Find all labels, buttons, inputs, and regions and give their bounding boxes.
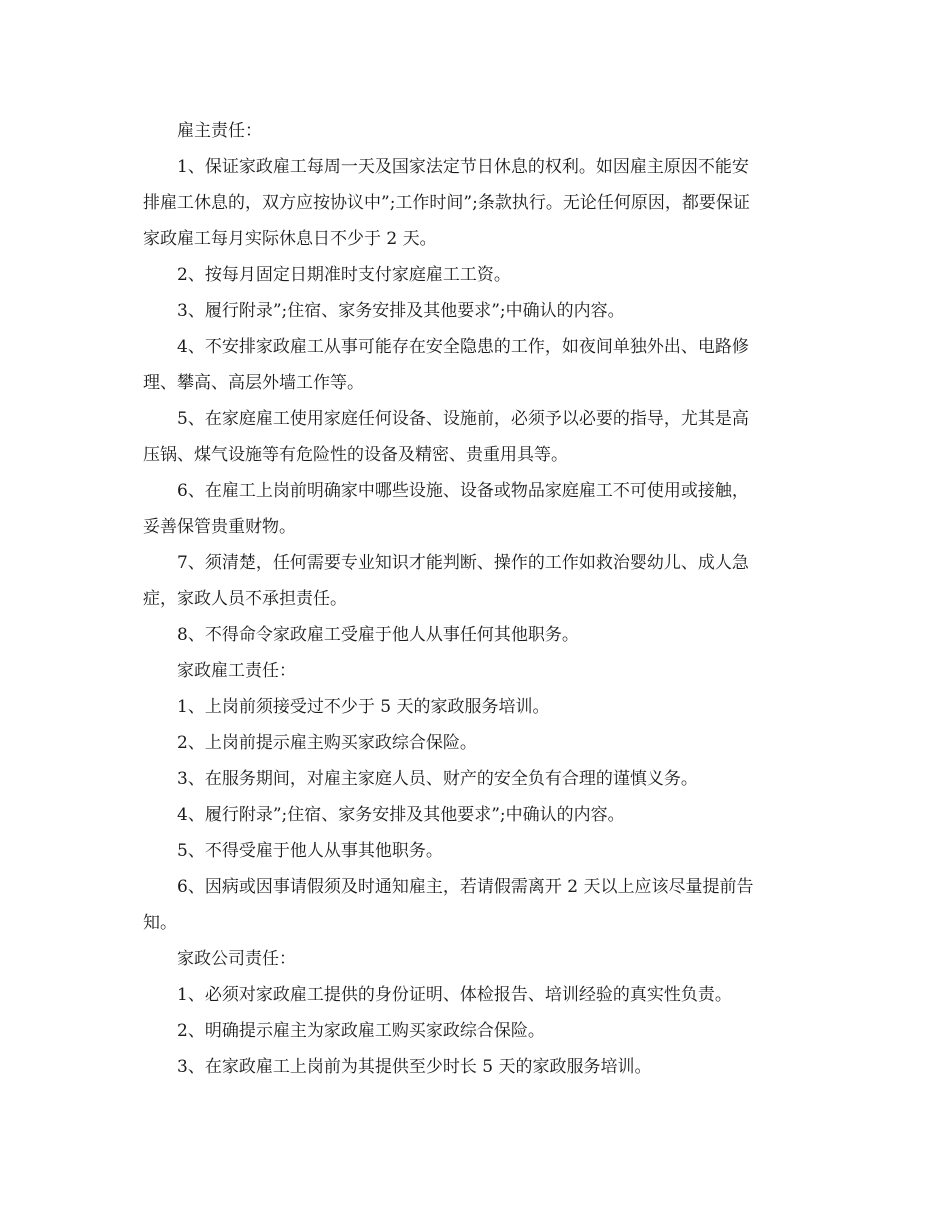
paragraph-line: 4、履行附录”;住宿、家务安排及其他要求”;中确认的内容。 [177,805,625,825]
paragraph-line: 5、不得受雇于他人从事其他职务。 [177,841,443,861]
paragraph-line: 2、上岗前提示雇主购买家政综合保险。 [177,733,477,753]
section-heading-worker: 家政雇工责任： [177,661,296,681]
paragraph-line: 5、在家庭雇工使用家庭任何设备、设施前，必须予以必要的指导，尤其是高 [177,409,749,429]
worker-item-6 [143,869,807,941]
section-heading-company: 家政公司责任： [177,949,296,969]
paragraph-line: 2、明确提示雇主为家政雇工购买家政综合保险。 [177,1021,545,1041]
document-page [143,113,807,1085]
paragraph-line: 3、在服务期间，对雇主家庭人员、财产的安全负有合理的谨慎义务。 [177,769,698,789]
paragraph-line: 妥善保管贵重财物。 [143,517,296,537]
employer-section [143,113,807,653]
employer-item-5 [143,401,807,473]
employer-item-6 [143,473,807,545]
paragraph-line: 3、履行附录”;住宿、家务安排及其他要求”;中确认的内容。 [177,301,625,321]
employer-item-2 [143,257,807,293]
worker-section [143,653,807,941]
paragraph-line: 6、因病或因事请假须及时通知雇主，若请假需离开 2 天以上应该尽量提前告 [177,877,754,897]
paragraph-line: 8、不得命令家政雇工受雇于他人从事任何其他职务。 [177,625,579,645]
paragraph-line: 理、攀高、高层外墙工作等。 [143,373,364,393]
paragraph-line: 2、按每月固定日期准时支付家庭雇工工资。 [177,265,511,285]
company-item-3 [143,1049,807,1085]
paragraph-line: 4、不安排家政雇工从事可能存在安全隐患的工作，如夜间单独外出、电路修 [177,337,749,357]
worker-item-5 [143,833,807,869]
paragraph-line: 6、在雇工上岗前明确家中哪些设施、设备或物品家庭雇工不可使用或接触， [177,481,749,501]
company-item-2 [143,1013,807,1049]
paragraph-line: 家政雇工每月实际休息日不少于 2 天。 [143,229,437,249]
employer-item-7 [143,545,807,617]
worker-item-3 [143,761,807,797]
worker-item-1 [143,689,807,725]
employer-item-1 [143,149,807,257]
paragraph-line: 7、须清楚，任何需要专业知识才能判断、操作的工作如救治婴幼儿、成人急 [177,553,749,573]
company-section [143,941,807,1085]
worker-item-4 [143,797,807,833]
paragraph-line: 1、保证家政雇工每周一天及国家法定节日休息的权利。如因雇主原因不能安 [177,157,749,177]
paragraph-line: 1、必须对家政雇工提供的身份证明、体检报告、培训经验的真实性负责。 [177,985,732,1005]
section-heading-employer: 雇主责任： [177,121,262,141]
company-item-1 [143,977,807,1013]
paragraph-line: 3、在家政雇工上岗前为其提供至少时长 5 天的家政服务培训。 [177,1057,652,1077]
worker-item-2 [143,725,807,761]
paragraph-line: 压锅、煤气设施等有危险性的设备及精密、贵重用具等。 [143,445,568,465]
paragraph-line: 知。 [143,913,177,933]
paragraph-line: 1、上岗前须接受过不少于 5 天的家政服务培训。 [177,697,550,717]
employer-item-8 [143,617,807,653]
paragraph-line: 排雇工休息的，双方应按协议中”;工作时间”;条款执行。无论任何原因，都要保证 [143,193,750,213]
employer-item-3 [143,293,807,329]
paragraph-line: 症，家政人员不承担责任。 [143,589,347,609]
employer-item-4 [143,329,807,401]
